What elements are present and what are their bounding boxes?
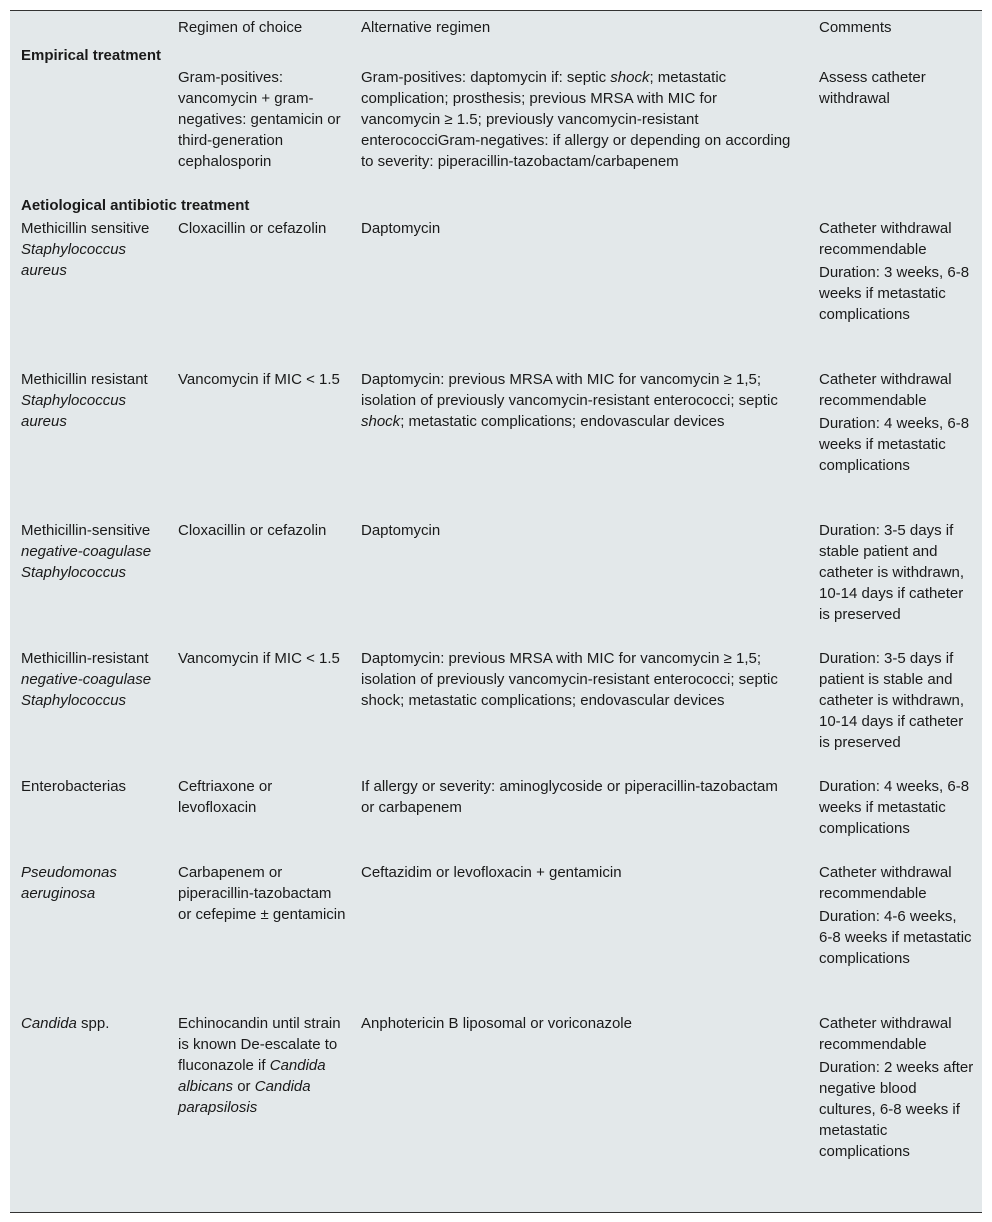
pseudo-comment-1: Catheter withdrawal recommendable [819, 864, 952, 902]
section-empirical-title: Empirical treatment [21, 47, 162, 64]
mssa-comment-1: Catheter withdrawal recommendable [819, 220, 952, 258]
entero-organism: Enterobacterias [21, 778, 127, 795]
candida-comment-1: Catheter withdrawal recommendable [819, 1015, 952, 1053]
mssa-comments [819, 218, 974, 325]
treatment-table [10, 10, 982, 1213]
entero-alternative: If allergy or severity: aminoglycoside or piperacillin-tazobactam or carbapenem [361, 778, 778, 816]
mscns-choice: Cloxacillin or cefazolin [178, 522, 327, 539]
candida-organism: Candida spp. [21, 1015, 110, 1032]
header-regimen-of-choice: Regimen of choice [178, 19, 303, 36]
entero-choice: Ceftriaxone or levofloxacin [178, 778, 273, 816]
header-alternative-regimen: Alternative regimen [361, 19, 491, 36]
mssa-organism: Methicillin sensitive Staphylococcus aureus [21, 220, 150, 279]
mrcns-comment-1: Duration: 3-5 days if patient is stable and catheter is withdrawn, 10-14 days if catheter is preserved [819, 650, 965, 751]
mssa-choice: Cloxacillin or cefazolin [178, 220, 327, 237]
candida-comments [819, 1013, 974, 1162]
candida-comment-2: Duration: 2 weeks after negative blood cultures, 6-8 weeks if metastatic complications [819, 1059, 974, 1160]
header-comments: Comments [819, 19, 892, 36]
mssa-comment-2: Duration: 3 weeks, 6-8 weeks if metastatic complications [819, 264, 970, 323]
empirical-comment: Assess catheter withdrawal [819, 69, 926, 107]
mrcns-organism: Methicillin-resistant negative-coagulase Staphylococcus [21, 650, 152, 709]
mssa-alternative: Daptomycin [361, 220, 441, 237]
mrsa-comments [819, 369, 974, 476]
mrsa-comment-2: Duration: 4 weeks, 6-8 weeks if metastatic complications [819, 415, 970, 474]
mrsa-alternative: Daptomycin: previous MRSA with MIC for vancomycin ≥ 1,5; isolation of previously vancomycin-resistant enterococci; septic shock; metastatic complications; endovascular devices [361, 371, 778, 430]
entero-comment-1: Duration: 4 weeks, 6-8 weeks if metastatic complications [819, 778, 970, 837]
mrsa-organism: Methicillin resistant Staphylococcus aureus [21, 371, 148, 430]
mrsa-comment-1: Catheter withdrawal recommendable [819, 371, 952, 409]
pseudo-comments [819, 862, 974, 969]
empirical-alternative: Gram-positives: daptomycin if: septic shock; metastatic complication; prosthesis; previous MRSA with MIC for vancomycin ≥ 1.5; previously vancomycin-resistant enterococciGram-negatives: if allergy or depending on according to severity: piperacillin-tazobactam/carbapenem [361, 69, 791, 170]
mscns-organism: Methicillin-sensitive negative-coagulase Staphylococcus [21, 522, 152, 581]
mrcns-alternative: Daptomycin: previous MRSA with MIC for vancomycin ≥ 1,5; isolation of previously vancomycin-resistant enterococci; septic shock; metastatic complications; endovascular devices [361, 650, 778, 709]
mscns-comment-1: Duration: 3-5 days if stable patient and catheter is withdrawn, 10-14 days if catheter is preserved [819, 522, 965, 623]
mrsa-choice: Vancomycin if MIC < 1.5 [178, 371, 340, 388]
mrcns-choice: Vancomycin if MIC < 1.5 [178, 650, 340, 667]
section-aetiological-title: Aetiological antibiotic treatment [21, 197, 250, 214]
candida-alternative: Anphotericin B liposomal or voriconazole [361, 1015, 632, 1032]
empirical-choice: Gram-positives: vancomycin + gram-negatives: gentamicin or third-generation cephalosporin [178, 69, 341, 170]
pseudo-alternative: Ceftazidim or levofloxacin + gentamicin [361, 864, 622, 881]
candida-choice: Echinocandin until strain is known De-escalate to fluconazole if Candida albicans or Candida parapsilosis [178, 1015, 341, 1116]
pseudo-comment-2: Duration: 4-6 weeks, 6-8 weeks if metastatic complications [819, 908, 972, 967]
pseudo-organism: Pseudomonas aeruginosa [21, 864, 117, 902]
pseudo-choice: Carbapenem or piperacillin-tazobactam or cefepime ± gentamicin [178, 864, 346, 923]
mscns-alternative: Daptomycin [361, 522, 441, 539]
